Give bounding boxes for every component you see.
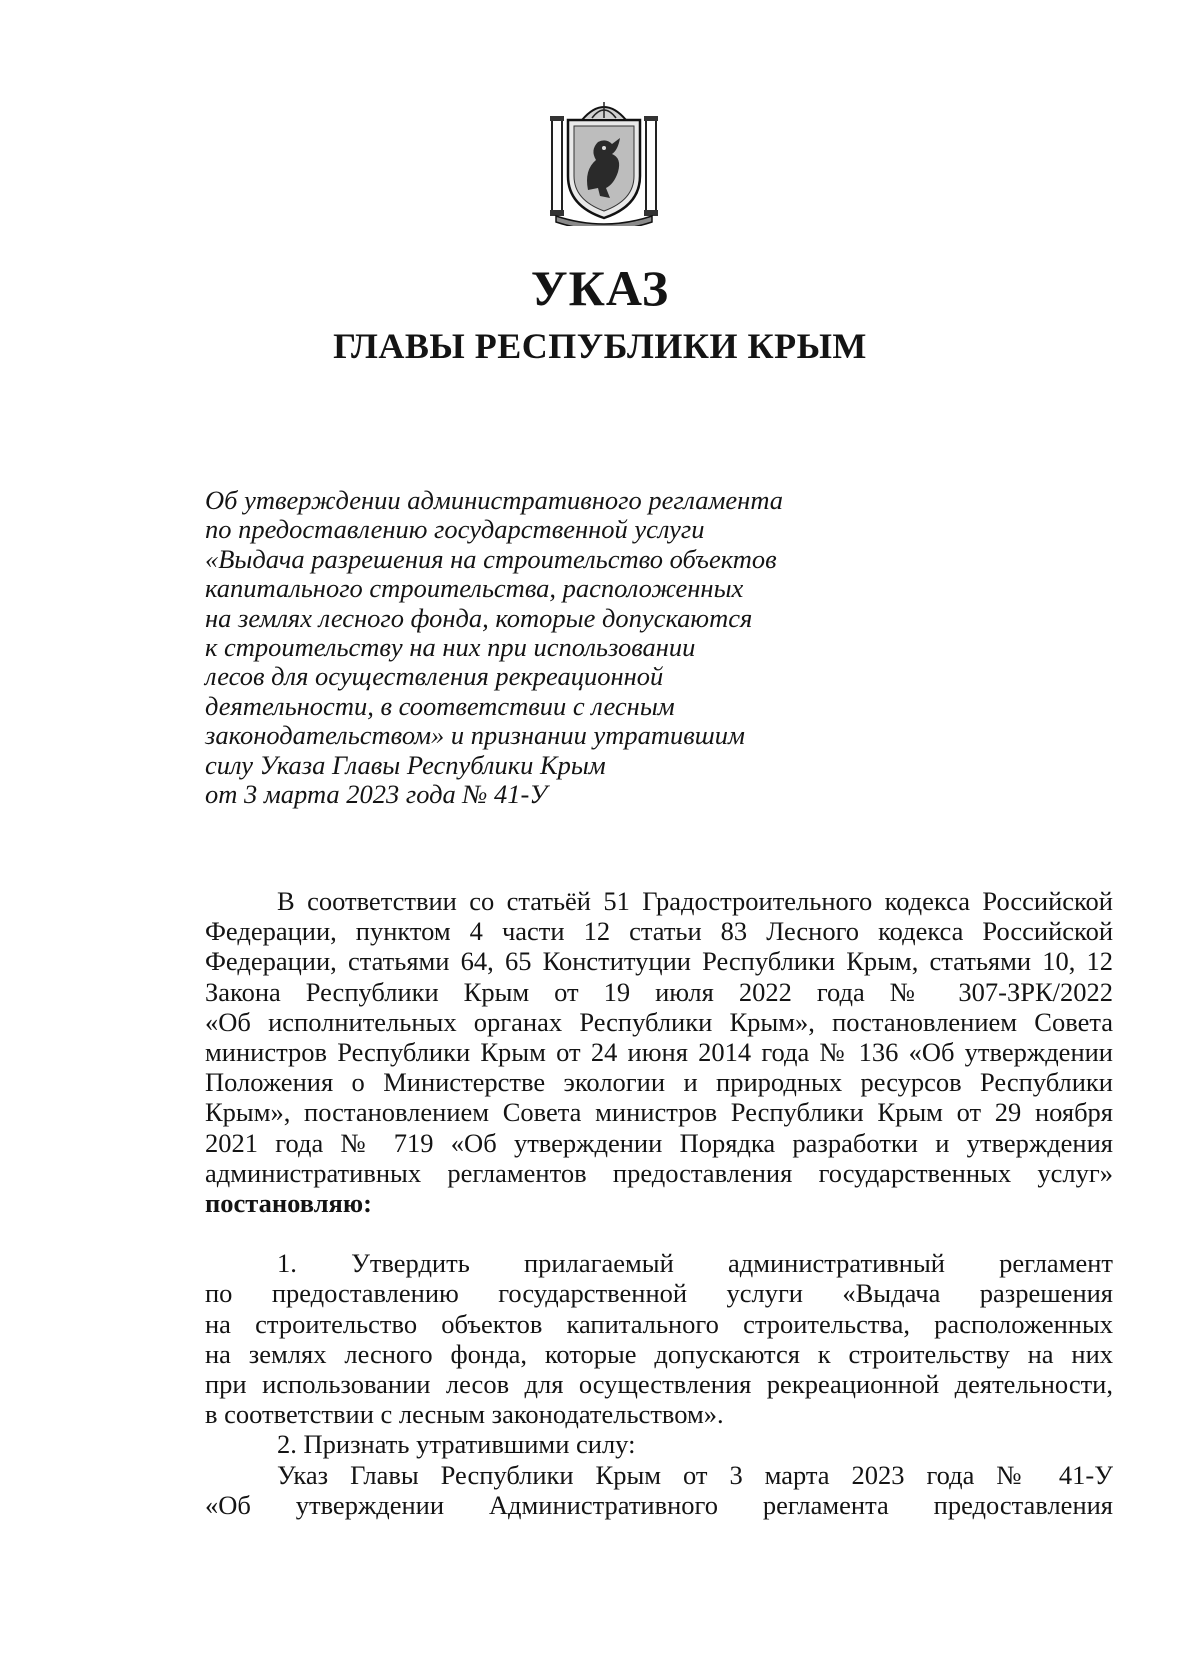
item-1-paragraph bbox=[205, 1248, 1113, 1429]
document-subtitle: ГЛАВЫ РЕСПУБЛИКИ КРЫМ bbox=[333, 326, 867, 366]
body-line: Федерации, пунктом 4 части 12 статьи 83 Лесного кодекса Российской bbox=[205, 916, 1113, 947]
item-2-label: 2. Признать утратившими силу: bbox=[277, 1429, 636, 1460]
item-2-paragraph bbox=[205, 1429, 1113, 1520]
heading-line: силу Указа Главы Республики Крым bbox=[205, 749, 606, 780]
body-line: при использовании лесов для осуществления рекреационной деятельности, bbox=[205, 1369, 1113, 1400]
paragraph-gap bbox=[205, 1218, 1113, 1248]
body-line: 1. Утвердить прилагаемый административный регламент bbox=[277, 1248, 1113, 1279]
heading-line: к строительству на них при использовании bbox=[205, 632, 696, 663]
heading-line: по предоставлению государственной услуги bbox=[205, 514, 705, 545]
body-line: Федерации, статьями 64, 65 Конституции Республики Крым, статьями 10, 12 bbox=[205, 946, 1113, 977]
body-line: на землях лесного фонда, которые допускаются к строительству на них bbox=[205, 1338, 1113, 1369]
body-line: на строительство объектов капитального строительства, расположенных bbox=[205, 1308, 1113, 1339]
document-body bbox=[205, 886, 1113, 1520]
document-title: УКАЗ bbox=[530, 260, 670, 316]
body-line: министров Республики Крым от 24 июня 2014 года № 136 «Об утверждении bbox=[205, 1037, 1113, 1068]
body-line: «Об исполнительных органах Республики Крым», постановлением Совета bbox=[205, 1006, 1113, 1037]
body-line: 2021 года № 719 «Об утверждении Порядка разработки и утверждения bbox=[205, 1127, 1113, 1158]
body-line: В соответствии со статьёй 51 Градостроительного кодекса Российской bbox=[277, 886, 1113, 916]
heading-line: лесов для осуществления рекреационной bbox=[205, 661, 664, 692]
heading-line: деятельности, в соответствии с лесным bbox=[205, 690, 675, 721]
heading-line: от 3 марта 2023 года № 41-У bbox=[205, 779, 548, 810]
body-line: «Об утверждении Административного регламента предоставления bbox=[205, 1489, 1113, 1520]
preamble-paragraph bbox=[205, 886, 1113, 1218]
body-line: административных регламентов предоставления государственных услуг» bbox=[205, 1157, 1113, 1188]
heading-line: законодательством» и признании утратившим bbox=[205, 720, 745, 751]
document-heading bbox=[205, 486, 825, 809]
body-line: Указ Главы Республики Крым от 3 марта 2023 года № 41-У bbox=[277, 1459, 1113, 1490]
body-line: Положения о Министерстве экологии и природных ресурсов Республики bbox=[205, 1067, 1113, 1098]
body-line: Крым», постановлением Совета министров Республики Крым от 29 ноября bbox=[205, 1097, 1113, 1128]
body-line: Закона Республики Крым от 19 июля 2022 года № 307-ЗРК/2022 bbox=[205, 976, 1113, 1007]
body-line: в соответствии с лесным законодательством». bbox=[205, 1399, 724, 1430]
body-line: по предоставлению государственной услуги «Выдача разрешения bbox=[205, 1278, 1113, 1309]
crimea-coat-of-arms-icon bbox=[548, 98, 660, 226]
heading-line: капитального строительства, расположенных bbox=[205, 573, 744, 604]
heading-line: «Выдача разрешения на строительство объектов bbox=[205, 543, 777, 574]
heading-line: на землях лесного фонда, которые допускаются bbox=[205, 602, 753, 633]
decree-word: постановляю: bbox=[205, 1188, 372, 1219]
heading-line: Об утверждении административного регламента bbox=[205, 485, 784, 515]
